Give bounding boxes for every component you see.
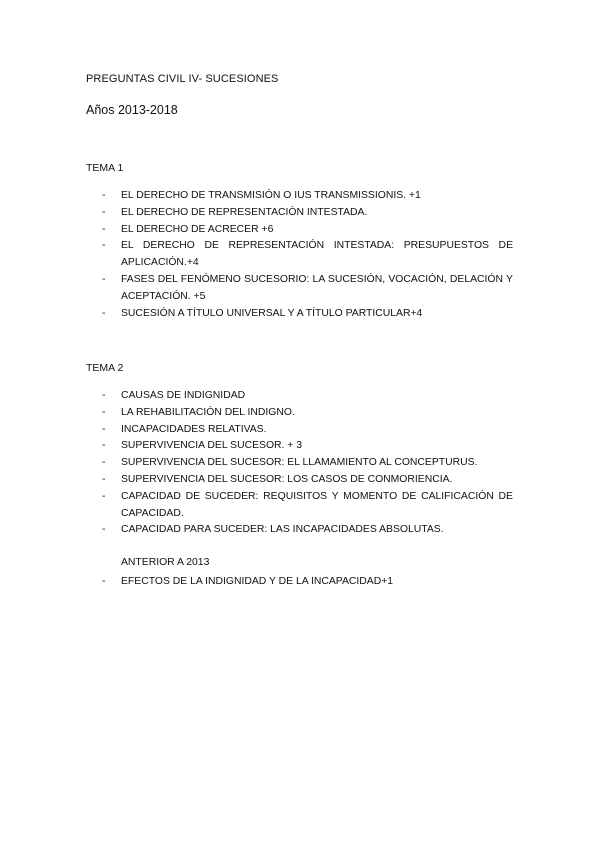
document-years: Años 2013-2018 xyxy=(86,103,178,117)
list-item xyxy=(102,574,513,591)
list-bullet: - xyxy=(102,273,106,285)
list-bullet: - xyxy=(102,440,106,452)
list-bullet: - xyxy=(102,307,106,319)
list-bullet: - xyxy=(102,524,106,536)
list-item-text: EL DERECHO DE REPRESENTACIÓN INTESTADA: PRESUPUESTOS DE APLICACIÓN.+4 xyxy=(121,240,513,269)
list-bullet: - xyxy=(102,576,106,587)
list-bullet: - xyxy=(102,473,106,485)
anterior-heading: ANTERIOR A 2013 xyxy=(121,557,210,568)
list-item-text: EL DERECHO DE TRANSMISIÓN O IUS TRANSMISSIONIS. +1 xyxy=(121,190,421,201)
list-item-text: SUCESIÓN A TÍTULO UNIVERSAL Y A TÍTULO PARTICULAR+4 xyxy=(121,307,423,319)
list-item xyxy=(102,272,513,306)
list-item-text: SUPERVIVENCIA DEL SUCESOR: LOS CASOS DE CONMORIENCIA. xyxy=(121,473,453,485)
list-item xyxy=(102,405,513,422)
list-bullet: - xyxy=(102,490,106,502)
list-item-text: CAPACIDAD DE SUCEDER: REQUISITOS Y MOMENTO DE CALIFICACIÓN DE CAPACIDAD. xyxy=(121,490,513,519)
list-item-text: EL DERECHO DE ACRECER +6 xyxy=(121,223,274,235)
list-bullet: - xyxy=(102,190,106,201)
list-item xyxy=(102,238,513,272)
list-item xyxy=(102,388,513,405)
document-title: PREGUNTAS CIVIL IV- SUCESIONES xyxy=(86,73,279,85)
section-heading-tema-2: TEMA 2 xyxy=(86,362,124,374)
tema-2-list xyxy=(102,388,513,539)
section-heading-tema-1: TEMA 1 xyxy=(86,162,124,174)
list-item xyxy=(102,472,513,489)
list-item xyxy=(102,422,513,439)
list-item xyxy=(102,306,513,323)
list-item-text: CAPACIDAD PARA SUCEDER: LAS INCAPACIDADES ABSOLUTAS. xyxy=(121,524,444,536)
list-item-text: SUPERVIVENCIA DEL SUCESOR: EL LLAMAMIENTO AL CONCEPTURUS. xyxy=(121,457,478,469)
list-item xyxy=(102,489,513,523)
list-item xyxy=(102,438,513,455)
list-item-text: SUPERVIVENCIA DEL SUCESOR. + 3 xyxy=(121,440,303,452)
list-bullet: - xyxy=(102,206,106,218)
list-item-text: INCAPACIDADES RELATIVAS. xyxy=(121,423,267,435)
list-bullet: - xyxy=(102,406,106,418)
list-item xyxy=(102,205,513,222)
tema-1-list xyxy=(102,188,513,322)
list-item-text: EFECTOS DE LA INDIGNIDAD Y DE LA INCAPACIDAD+1 xyxy=(121,576,394,587)
list-bullet: - xyxy=(102,240,106,252)
list-bullet: - xyxy=(102,457,106,469)
list-bullet: - xyxy=(102,223,106,235)
list-item-text: LA REHABILITACIÓN DEL INDIGNO. xyxy=(121,406,295,418)
list-item xyxy=(102,188,513,205)
list-bullet: - xyxy=(102,423,106,435)
list-bullet: - xyxy=(102,390,106,401)
list-item xyxy=(102,222,513,239)
list-item xyxy=(102,522,513,539)
list-item xyxy=(102,455,513,472)
list-item-text: FASES DEL FENÓMENO SUCESORIO: LA SUCESIÓN, VOCACIÓN, DELACIÓN Y ACEPTACIÓN. +5 xyxy=(121,273,513,302)
list-item-text: EL DERECHO DE REPRESENTACIÓN INTESTADA. xyxy=(121,206,368,218)
list-item-text: CAUSAS DE INDIGNIDAD xyxy=(121,390,246,401)
anterior-list xyxy=(102,574,513,591)
